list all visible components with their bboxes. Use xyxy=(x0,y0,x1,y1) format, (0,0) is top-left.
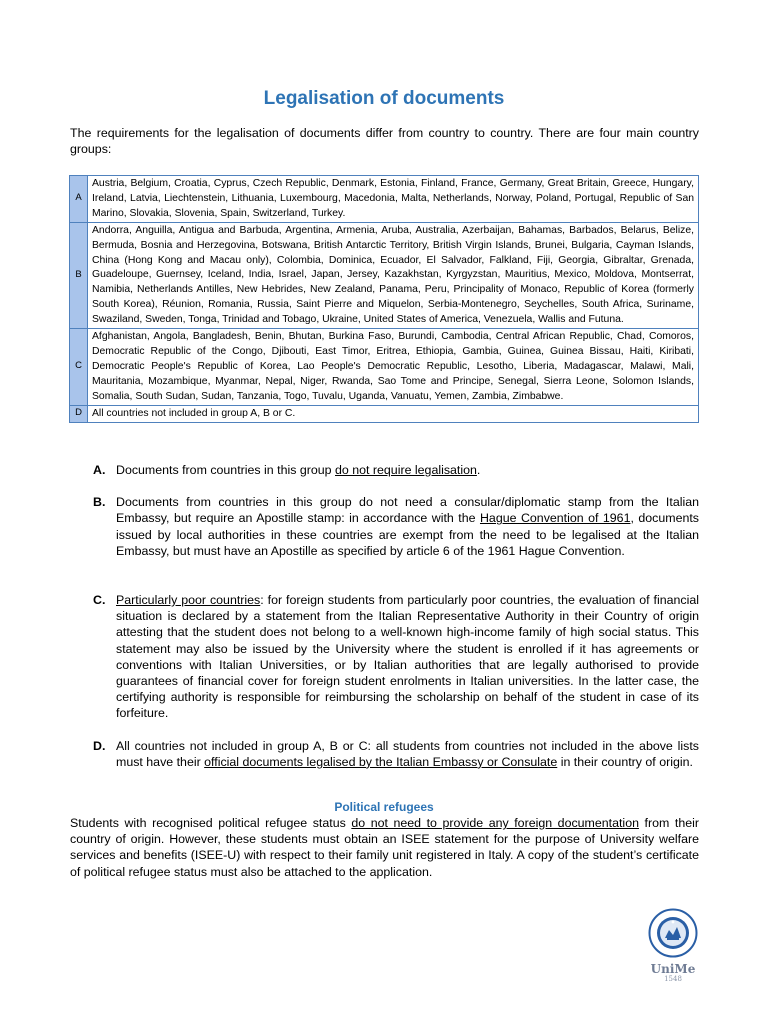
item-text-part: Documents from countries in this group do not need a consular/diplomatic stamp from the Italian Embassy, but require an Apostille stamp: in accordance with the xyxy=(116,495,699,526)
table-row xyxy=(70,222,699,328)
underlined-phrase: do not require legalisation xyxy=(335,463,477,477)
group-explanations xyxy=(93,462,699,770)
group-countries: Austria, Belgium, Croatia, Cyprus, Czech Republic, Denmark, Estonia, Finland, France, Germany, Great Britain, Greece, Hungary, Ireland, Latvia, Liechtenstein, Lithuania, Luxembourg, Macedonia, Malta, Netherlands, Norway, Poland, Portugal, Republic of San Marino, Slovakia, Slovenia, Spain, Switzerland, Turkey. xyxy=(88,176,699,223)
item-label: A. xyxy=(93,463,106,477)
list-item xyxy=(93,592,699,722)
group-countries: All countries not included in group A, B or C. xyxy=(88,405,699,422)
list-item xyxy=(93,494,699,559)
list-item xyxy=(93,462,699,478)
hague-convention-link[interactable]: Hague Convention of 1961 xyxy=(479,511,631,526)
item-text-part: All countries not included in group A, B or C: all students from countries not included in the above lists must have their xyxy=(116,738,699,769)
table-row xyxy=(70,405,699,422)
table-row xyxy=(70,176,699,223)
paragraph-text-part: from their country of origin. However, these students must obtain an ISEE statement for the purpose of University welfare services and benefits (ISEE-U) with respect to their family unit registered in Italy. A copy of the student’s certificate of political refugee status must also be attached to the application. xyxy=(70,816,699,879)
item-text-part: . xyxy=(476,463,481,477)
item-text xyxy=(116,462,699,478)
logo-wordmark: UniMe xyxy=(650,962,696,976)
item-text xyxy=(116,494,699,559)
group-letter: D xyxy=(70,405,88,422)
university-logo xyxy=(644,908,702,983)
item-label: C. xyxy=(93,593,106,608)
country-groups-table xyxy=(69,175,699,423)
group-countries: Andorra, Anguilla, Antigua and Barbuda, Argentina, Armenia, Aruba, Australia, Azerbaijan, Bahamas, Barbados, Belarus, Belize, Bermuda, Bosnia and Herzegovina, Botswana, British Antarctic Territory, British Virgin Islands, Brunei, Bulgaria, Cayman Islands, China (Hong Kong and Macau only), Colombia, Dominica, Ecuador, El Salvador, Falkland, Fiji, Georgia, Gibraltar, Grenada, Guadeloupe, Guernsey, Iceland, India, Israel, Japan, Jersey, Kazakhstan, Kyrgyzstan, Mauritius, Mexico, Moldova, Montserrat, Namibia, Netherlands Antilles, New Hebrides, New Zealand, Panama, Peru, Principality of Monaco, Republic of Korea (formerly South Korea), Réunion, Romania, Russia, Saint Pierre and Miquelon, Serbia-Montenegro, Seychelles, South Africa, Suriname, Swaziland, Sweden, Tonga, Trinidad and Tobago, Ukraine, United States of America, Venezuela, Wallis and Futuna. xyxy=(88,222,699,328)
intro-paragraph: The requirements for the legalisation of documents differ from country to country. There are four main country groups: xyxy=(70,126,699,156)
item-text-part: in their country of origin. xyxy=(557,754,693,769)
item-text xyxy=(116,738,699,770)
underlined-phrase: do not need to provide any foreign documentation xyxy=(351,816,639,830)
item-label: B. xyxy=(93,495,106,510)
item-text-part: : for foreign students from particularly poor countries, the evaluation of financial situation is declared by a statement from the Italian Representative Authority in their Country of origin attesting that the student does not belong to a well-known high-income family of high social status. This statement may also be issued by the University where the student is enrolled if it has agreements or conventions with Italian Universities, or by Italian authorities that are legally authorised to provide guarantees of financial cover for foreign student enrolments in Italian universities. In the latter case, the certifying authority is responsible for reimbursing the scholarship on behalf of the student in case of its forfeiture. xyxy=(116,593,699,721)
underlined-phrase: official documents legalised by the Italian Embassy or Consulate xyxy=(204,754,558,769)
item-label: D. xyxy=(93,738,106,753)
item-text-part: , documents issued by local authorities in these countries are exempt from the need to be legalised at the Italian Embassy, but must have an Apostille as specified by article 6 of the 1961 Hague Convention. xyxy=(116,511,699,558)
group-letter: A xyxy=(70,176,88,223)
list-item xyxy=(93,738,699,770)
group-letter: B xyxy=(70,222,88,328)
logo-year: 1548 xyxy=(664,975,682,983)
underlined-phrase: Particularly poor countries xyxy=(116,593,261,608)
university-seal-icon xyxy=(648,908,698,958)
paragraph-text-part: Students with recognised political refugee status xyxy=(70,816,352,830)
section-heading: Political refugees xyxy=(334,800,434,814)
item-text xyxy=(116,592,699,722)
group-letter: C xyxy=(70,329,88,406)
page-title: Legalisation of documents xyxy=(263,88,505,109)
group-countries: Afghanistan, Angola, Bangladesh, Benin, Bhutan, Burkina Faso, Burundi, Cambodia, Central African Republic, Chad, Comoros, Democratic Republic of the Congo, Djibouti, East Timor, Eritrea, Ethiopia, Gambia, Guinea, Guinea Bissau, Haiti, Kiribati, Democratic People's Republic of Korea, Lao People's Democratic Republic, Lesotho, Liberia, Madagascar, Malawi, Mali, Mauritania, Mozambique, Myanmar, Nepal, Niger, Rwanda, Sao Tome and Principe, Senegal, Sierra Leone, Solomon Islands, Somalia, South Sudan, Sudan, Tanzania, Togo, Tuvalu, Uganda, Vanuatu, Yemen, Zambia, Zimbabwe. xyxy=(88,329,699,406)
item-text-part: Documents from countries in this group xyxy=(116,463,335,477)
refugee-paragraph xyxy=(70,815,699,880)
table-row xyxy=(70,329,699,406)
